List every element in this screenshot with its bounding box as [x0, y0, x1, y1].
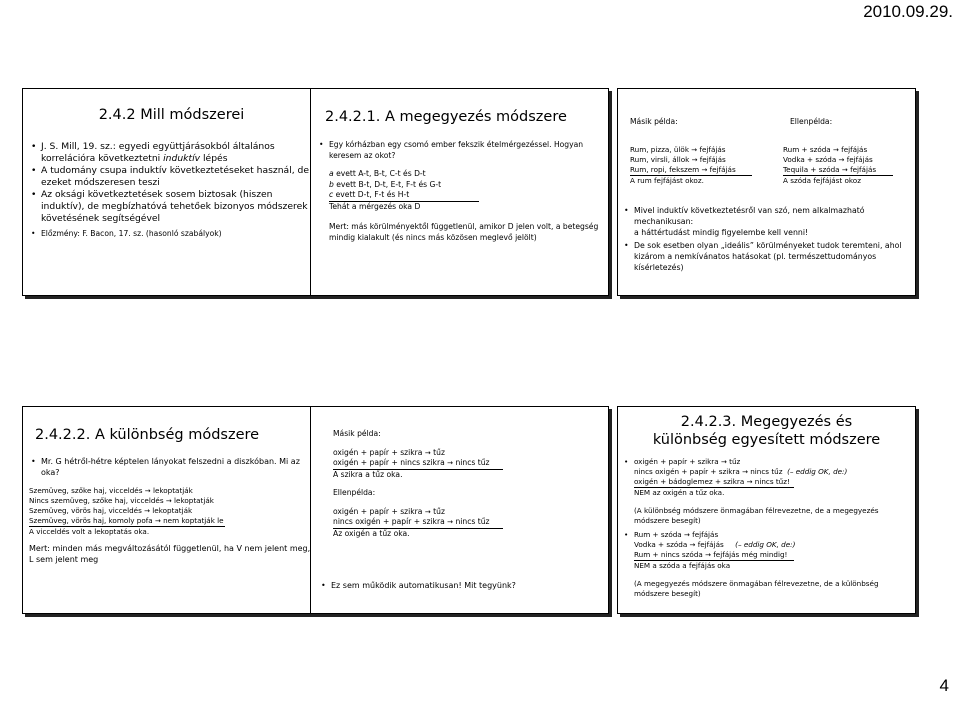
line-text: evett B-t, D-t, E-t, F-t és G-t — [333, 179, 442, 189]
line-text: fejfájás — [692, 530, 719, 539]
person-label: c — [329, 190, 334, 199]
person-label: b — [329, 179, 334, 189]
bullet-item — [622, 205, 905, 238]
line-text: fejfájás — [709, 165, 736, 174]
bullet-list — [622, 205, 905, 273]
conclusion: NEM az oxigén a tűz oka. — [634, 488, 725, 497]
example-line — [634, 530, 909, 540]
line-text: evett A-t, B-t, C-t és D-t — [333, 169, 426, 178]
line-text: tűz — [433, 447, 445, 457]
example-block — [329, 169, 600, 243]
arrow-icon: → — [144, 507, 150, 515]
line-text: Szemüveg, vörös haj, vicceldés — [29, 506, 142, 515]
line-text: oxigén + papír + szikra — [634, 457, 719, 466]
line-text: oxigén + papír + szikra — [333, 506, 423, 516]
example-line — [630, 155, 752, 165]
bullet-item — [622, 530, 909, 599]
conclusion: A szikra a tűz oka. — [333, 469, 403, 479]
bullet-text: a háttértudást mindig figyelembe kell venni! — [634, 228, 809, 237]
bullet-item — [622, 457, 909, 526]
line-text: tűz — [433, 506, 445, 516]
slide-title: 2.4.2.2. A különbség módszere — [35, 427, 260, 443]
example-line — [630, 145, 752, 155]
line-text: Rum + nincs szóda — [634, 550, 703, 559]
bullet-list — [29, 141, 312, 239]
conclusion: A rum fejfájást okoz. — [630, 176, 704, 185]
example-line — [634, 457, 909, 467]
line-text: Rum, virsli, állok — [630, 155, 690, 164]
line-text: nem koptatják le — [163, 516, 224, 525]
example-line — [29, 486, 312, 496]
example-line — [333, 507, 503, 518]
example-line — [630, 165, 752, 176]
arrow-icon: → — [742, 468, 748, 476]
slide-title: 2.4.2.1. A megegyezés módszere — [325, 109, 567, 125]
example-line — [29, 516, 225, 527]
bullet-item: • A tudomány csupa induktív következtetéseket használ, de ezeket módszeresen teszi — [29, 165, 312, 189]
bullet-text: J. S. Mill, 19. sz.: egyedi együttjárásokból általános korrelációra következtetni — [41, 141, 275, 164]
counterexample-heading: Ellenpélda: — [790, 117, 833, 126]
note: (A megegyezés módszere önmagában félrevezetne, de a különbség módszere besegít) — [634, 579, 879, 598]
conclusion: A szóda fejfájást okoz — [783, 176, 861, 185]
example-line — [29, 506, 312, 516]
example-line — [329, 180, 600, 191]
bullet-item: • De sok esetben olyan „ideális” körülményeket tudok teremteni, ahol kizárom a nemkívánatos hatásokat (pl. természettudományos kísérletezés) — [622, 240, 905, 273]
arrow-icon: → — [154, 517, 161, 525]
line-text: Szemüveg, szőke haj, vicceldés — [29, 486, 143, 495]
bullet-list — [622, 457, 909, 599]
bullet-item: • Az oksági következtetések sosem biztosak (hiszen induktív), de megbízhatóvá tehetőek bizonyos módszerek követésének segítségével — [29, 189, 312, 225]
example-line — [329, 190, 479, 202]
bullet-italic: induktív — [163, 153, 201, 164]
arrow-icon: → — [691, 156, 698, 164]
note: (A különbség módszere önmagában félrevezetne, de a megegyezés módszere besegít) — [634, 506, 879, 525]
line-text: fejfájás — [841, 145, 868, 154]
bullet-item: • Előzmény: F. Bacon, 17. sz. (hasonló szabályok) — [29, 229, 312, 239]
example-block — [29, 486, 312, 565]
arrow-icon: → — [838, 156, 845, 164]
example-left — [630, 145, 752, 186]
slide-difference-examples — [310, 406, 609, 614]
example-heading: Másik példa: — [630, 117, 678, 126]
slide-difference-method — [22, 406, 321, 614]
examples-block — [333, 429, 503, 539]
arrow-icon: → — [746, 478, 753, 486]
example-heading: Másik példa: — [333, 429, 381, 438]
bullet-list — [317, 140, 600, 161]
line-text: Rum, ropi, fekszem — [630, 165, 700, 174]
line-text: fejfájás — [699, 155, 726, 164]
arrow-icon: → — [841, 166, 848, 174]
line-text: nincs tűz — [455, 517, 490, 526]
example-line — [634, 540, 909, 550]
example-line — [783, 155, 893, 165]
header-date: 2010.09.29. — [863, 2, 953, 21]
example-line — [634, 550, 794, 561]
line-text: Rum, pizza, ülök — [630, 145, 689, 154]
bullet-text: lépés — [200, 153, 228, 164]
line-text: lekoptatják — [152, 486, 193, 495]
line-text: lekoptatják — [174, 496, 214, 505]
line-text: Vodka + szóda — [634, 540, 688, 549]
line-text: lekoptatják — [152, 506, 193, 515]
example-right — [783, 145, 893, 186]
arrow-icon: → — [689, 541, 696, 549]
arrow-icon: → — [447, 459, 454, 467]
arrow-icon: → — [720, 458, 727, 466]
example-line — [329, 169, 600, 180]
line-text: evett D-t, F-t és H-t — [333, 190, 410, 199]
conclusion: A vicceldés volt a lekoptatás oka. — [29, 527, 150, 536]
line-text: fejfájás — [846, 155, 873, 164]
slide-agreement-method — [310, 88, 609, 296]
explanation: Mert: minden más megváltozásától függetlenül, ha V nem jelent meg, L sem jelent meg — [29, 544, 311, 564]
line-text: oxigén + papír + szikra — [333, 447, 423, 457]
line-text: nincs tűz — [750, 467, 783, 476]
explanation: Mert: más körülményektől függetlenül, amikor D jelen volt, a betegség mindig kialakult (és nincs más közösen meglevő jelölt) — [329, 222, 599, 242]
example-line — [29, 496, 312, 506]
page-number: 4 — [939, 676, 949, 695]
person-label: a — [329, 169, 334, 178]
arrow-icon: → — [691, 146, 698, 154]
line-text: tűz — [729, 457, 741, 466]
arrow-icon: → — [424, 507, 431, 516]
line-text: nincs oxigén + papír + szikra — [333, 517, 445, 526]
bullet-list — [29, 457, 312, 478]
arrow-icon: → — [833, 146, 839, 154]
slide-agreement-examples — [617, 88, 916, 296]
line-text: oxigén + bádoglemez + szikra — [634, 477, 745, 486]
conclusion: Az oxigén a tűz oka. — [333, 528, 410, 538]
annotation: (– eddig OK, de:) — [735, 540, 796, 549]
conclusion: NEM a szóda a fejfájás oka — [634, 561, 731, 570]
bullet-item: • Egy kórházban egy csomó ember fekszik ételmérgezéssel. Hogyan keresem az okot? — [317, 140, 600, 161]
example-line — [333, 517, 503, 529]
conclusion: Tehát a mérgezés oka D — [329, 201, 421, 211]
bullet-item — [29, 141, 312, 165]
line-text: Tequila + szóda — [783, 165, 840, 174]
arrow-icon: → — [684, 531, 690, 539]
slide-joint-method — [617, 406, 916, 614]
line-text: fejfájás — [699, 145, 726, 154]
line-text: fejfájás — [697, 540, 724, 549]
example-line — [634, 467, 909, 477]
bullet-text: • Mivel induktív következtetésről van szó, nem alkalmazható mechanikusan: — [634, 206, 865, 226]
arrow-icon: → — [144, 487, 151, 495]
arrow-icon: → — [701, 166, 708, 174]
arrow-icon: → — [424, 448, 431, 457]
arrow-icon: → — [165, 497, 172, 505]
line-text: fejfájás — [850, 165, 877, 174]
slide-title: 2.4.2 Mill módszerei — [98, 107, 245, 123]
line-text: Vodka + szóda — [783, 155, 837, 164]
example-line — [783, 145, 893, 155]
line-text: nincs tűz! — [754, 477, 790, 486]
bullet-list — [319, 581, 516, 592]
arrow-icon: → — [705, 551, 711, 559]
arrow-icon: → — [447, 518, 454, 526]
annotation: (– eddig OK, de:) — [787, 467, 848, 476]
line-text: nincs tűz — [455, 458, 490, 467]
line-text: Szemüveg, vörös haj, komoly pofa — [29, 516, 153, 525]
line-text: Rum + szóda — [783, 145, 831, 154]
line-text: nincs oxigén + papír + szikra — [634, 467, 740, 476]
line-text: Rum + szóda — [634, 530, 682, 539]
example-line — [333, 448, 503, 459]
slide-title: 2.4.2.3. Megegyezés és különbség egyesített módszere — [652, 414, 881, 448]
line-text: oxigén + papír + nincs szikra — [333, 458, 445, 467]
line-text: fejfájás még mindig! — [713, 550, 788, 559]
example-line — [333, 458, 503, 470]
bullet-item: • Mr. G hétről-hétre képtelen lányokat felszedni a diszkóban. Mi az oka? — [29, 457, 312, 478]
example-line — [783, 165, 893, 176]
example-line — [634, 477, 794, 488]
bullet-item: • Ez sem működik automatikusan! Mit tegyünk? — [319, 581, 516, 592]
line-text: Nincs szemüveg, szőke haj, vicceldés — [29, 496, 164, 505]
slide-mill-methods — [22, 88, 321, 296]
counterexample-heading: Ellenpélda: — [333, 488, 376, 497]
